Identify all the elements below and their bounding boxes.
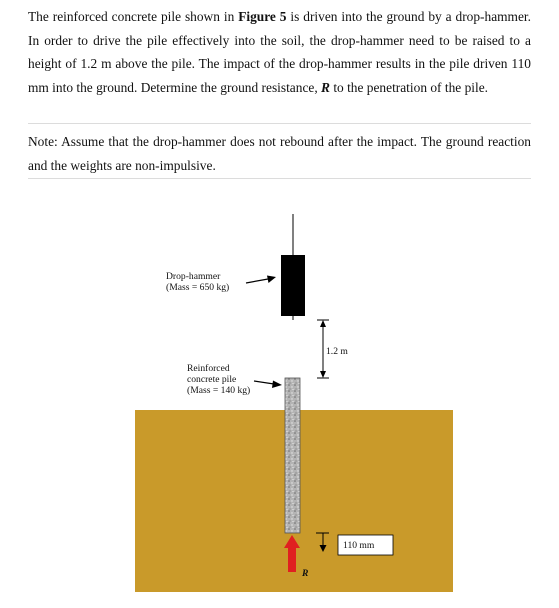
hammer-label	[166, 271, 229, 293]
pile-label-line-2: concrete pile	[187, 374, 237, 385]
resistance-symbol: R	[321, 79, 330, 95]
concrete-pile	[285, 378, 300, 533]
problem-text-2: is driven into the ground by a drop-hammer. In order to drive the pile effectively into the soil, the drop-hammer need to be raised to a height of 1.2 m above the pile. The impact of the drop-hammer results in the pile driven 110 mm into the ground. Determine the ground resistance,	[28, 9, 531, 95]
resistance-arrow-shaft	[288, 546, 296, 572]
hammer-label-arrow	[246, 279, 268, 283]
hammer-label-name: Drop-hammer	[166, 271, 221, 282]
pile-label	[187, 363, 250, 396]
pile-label-arrow	[254, 381, 274, 384]
pile-arrowhead	[272, 381, 282, 389]
figure-reference: Figure 5	[238, 9, 287, 24]
problem-text-1: The reinforced concrete pile shown in	[28, 9, 239, 24]
problem-text-3: to the penetration of the pile.	[329, 79, 489, 95]
note-text: Note: Assume that the drop-hammer does not rebound after the impact. The ground reaction and the weights are non-impulsive.	[28, 134, 531, 173]
height-dim-arrow-up	[320, 320, 326, 327]
height-dim-arrow-down	[320, 371, 326, 378]
drop-hammer	[281, 255, 305, 316]
hammer-label-mass: (Mass = 650 kg)	[166, 282, 230, 293]
pile-label-line-1: Reinforced	[187, 363, 230, 374]
penetration-label: 110 mm	[343, 540, 375, 551]
pile-label-mass: (Mass = 140 kg)	[187, 385, 251, 396]
resistance-label: R	[302, 568, 309, 579]
hammer-arrowhead	[267, 276, 276, 284]
height-label: 1.2 m	[326, 346, 348, 357]
